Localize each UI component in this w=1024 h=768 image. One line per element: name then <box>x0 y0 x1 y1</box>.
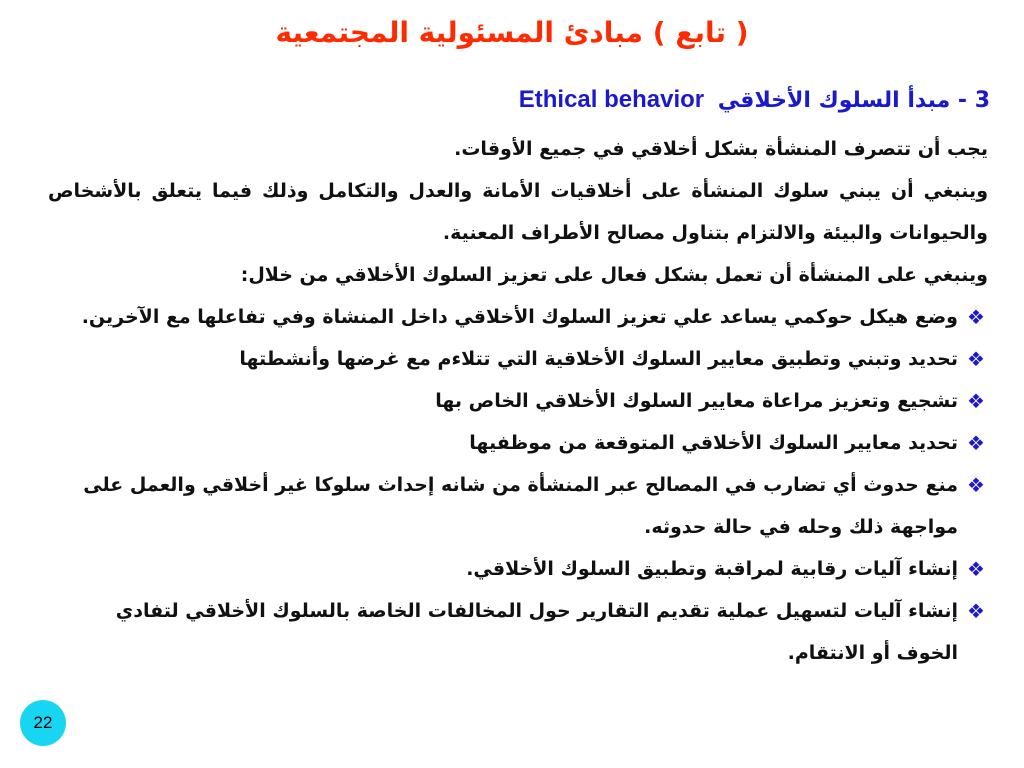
diamond-bullet-icon: ❖ <box>967 347 985 371</box>
paragraph-1: يجب أن تتصرف المنشأة بشكل أخلاقي في جميع الأوقات. <box>454 138 988 160</box>
list-item-text: إنشاء آليات رقابية لمراقبة وتطبيق السلوك الأخلاقي. <box>466 558 958 580</box>
diamond-bullet-icon: ❖ <box>967 305 985 329</box>
list-item <box>48 338 988 380</box>
list-item <box>48 464 988 548</box>
list-item-text: إنشاء آليات لتسهيل عملية تقديم التقارير حول المخالفات الخاصة بالسلوك الأخلاقي لتفادي الخوف أو الانتقام. <box>115 600 958 664</box>
list-item-text: تحديد وتبني وتطبيق معايير السلوك الأخلاقية التي تتلاءم مع غرضها وأنشطتها <box>239 348 958 370</box>
diamond-bullet-icon: ❖ <box>967 599 985 623</box>
section-heading <box>519 82 990 119</box>
diamond-bullet-icon: ❖ <box>967 557 985 581</box>
diamond-bullet-icon: ❖ <box>967 389 985 413</box>
list-item-text: وضع هيكل حوكمي يساعد علي تعزيز السلوك الأخلاقي داخل المنشاة وفي تفاعلها مع الآخرين. <box>81 306 958 328</box>
list-item <box>48 548 988 590</box>
paragraph-2: وينبغي أن يبني سلوك المنشأة على أخلاقيات الأمانة والعدل والتكامل وذلك فيما يتعلق بالأشخاص والحيوانات والبيئة والالتزام بتناول مصالح الأطراف المعنية. <box>48 180 988 244</box>
list-item-text: منع حدوث أي تضارب في المصالح عبر المنشأة من شانه إحداث سلوكا غير أخلاقي والعمل على مواجهة ذلك وحله في حالة حدوثه. <box>83 474 958 538</box>
diamond-bullet-icon: ❖ <box>967 431 985 455</box>
list-item <box>48 422 988 464</box>
diamond-bullet-icon: ❖ <box>967 473 985 497</box>
list-item <box>48 296 988 338</box>
section-heading-english: Ethical behavior <box>518 86 705 113</box>
bullet-list <box>48 296 988 674</box>
section-heading-arabic: 3 - مبدأ السلوك الأخلاقي <box>717 88 990 113</box>
list-item <box>48 380 988 422</box>
list-item <box>48 590 988 674</box>
page-number-badge: 22 <box>20 700 66 746</box>
list-item-text: تشجيع وتعزيز مراعاة معايير السلوك الأخلاقي الخاص بها <box>435 390 958 412</box>
slide-title: ( تابع ) مبادئ المسئولية المجتمعية <box>275 16 749 49</box>
list-item-text: تحديد معايير السلوك الأخلاقي المتوقعة من موظفيها <box>469 432 958 454</box>
paragraph-3: وينبغي على المنشأة أن تعمل بشكل فعال على تعزيز السلوك الأخلاقي من خلال: <box>240 264 988 286</box>
slide-body <box>48 128 988 674</box>
